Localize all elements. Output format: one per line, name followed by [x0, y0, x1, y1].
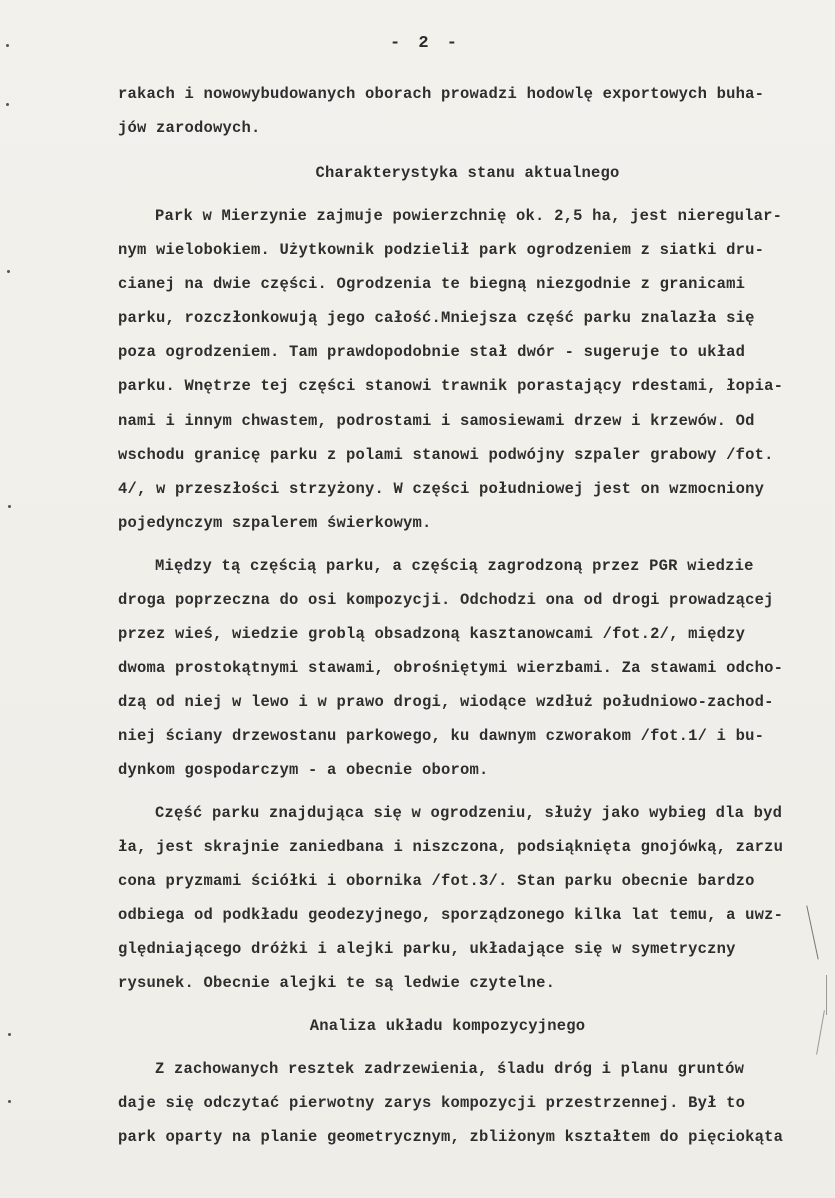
- margin-dot: [7, 270, 10, 273]
- margin-dot: [6, 103, 9, 106]
- body-line: rysunek. Obecnie alejki te są ledwie czytelne.: [118, 974, 556, 992]
- body-line: dzą od niej w lewo i w prawo drogi, wiodące wzdłuż południowo-zachod-: [118, 693, 774, 711]
- body-line: przez wieś, wiedzie groblą obsadzoną kasztanowcami /fot.2/, między: [118, 625, 746, 643]
- body-line: cona pryzmami ściółki i obornika /fot.3/. Stan parku obecnie bardzo: [118, 872, 755, 890]
- margin-dot: [8, 1033, 11, 1036]
- body-line: wschodu granicę parku z polami stanowi podwójny szpaler grabowy /fot.: [118, 446, 774, 464]
- margin-dot: [8, 505, 11, 508]
- margin-dot: [6, 44, 9, 47]
- body-line: dwoma prostokątnymi stawami, obrośniętymi wierzbami. Za stawami odcho-: [118, 659, 784, 677]
- body-line: ła, jest skrajnie zaniedbana i niszczona, podsiąknięta gnojówką, zarzu: [118, 838, 784, 856]
- body-line: dynkom gospodarczym - a obecnie oborom.: [118, 761, 489, 779]
- body-line: Między tą częścią parku, a częścią zagrodzoną przez PGR wiedzie: [155, 557, 754, 575]
- body-line: parku. Wnętrze tej części stanowi trawnik porastający rdestami, łopia-: [118, 377, 784, 395]
- body-line: daje się odczytać pierwotny zarys kompozycji przestrzennej. Był to: [118, 1094, 746, 1112]
- body-line: Z zachowanych resztek zadrzewienia, śladu dróg i planu gruntów: [155, 1060, 745, 1078]
- body-line: parku, rozczłonkowują jego całość.Mniejsza część parku znalazła się: [118, 309, 755, 327]
- body-line: niej ściany drzewostanu parkowego, ku dawnym czworakom /fot.1/ i bu-: [118, 727, 765, 745]
- body-line: odbiega od podkładu geodezyjnego, sporządzonego kilka lat temu, a uwz-: [118, 906, 784, 924]
- body-line: droga poprzeczna do osi kompozycji. Odchodzi ona od drogi prowadzącej: [118, 591, 774, 609]
- margin-pencil-mark: [826, 975, 827, 1015]
- body-line: cianej na dwie części. Ogrodzenia te biegną niezgodnie z granicami: [118, 275, 746, 293]
- body-line: nym wielobokiem. Użytkownik podzielił park ogrodzeniem z siatki dru-: [118, 241, 765, 259]
- body-line: ględniającego dróżki i alejki parku, układające się w symetryczny: [118, 940, 736, 958]
- page-number: - 2 -: [389, 34, 461, 53]
- body-line: Część parku znajdująca się w ogrodzeniu, służy jako wybieg dla byd: [155, 804, 783, 822]
- section-heading: Analiza układu kompozycyjnego: [309, 1017, 586, 1035]
- body-line: park oparty na planie geometrycznym, zbliżonym kształtem do pięciokąta: [118, 1128, 784, 1146]
- body-line: jów zarodowych.: [118, 119, 261, 137]
- body-line: rakach i nowowybudowanych oborach prowadzi hodowlę exportowych buha-: [118, 85, 765, 103]
- body-line: Park w Mierzynie zajmuje powierzchnię ok. 2,5 ha, jest nieregular-: [155, 207, 783, 225]
- body-line: 4/, w przeszłości strzyżony. W części południowej jest on wzmocniony: [118, 480, 765, 498]
- body-line: nami i innym chwastem, podrostami i samosiewami drzew i krzewów. Od: [118, 412, 755, 430]
- body-line: pojedynczym szpalerem świerkowym.: [118, 514, 432, 532]
- margin-pencil-mark: [806, 905, 818, 959]
- section-heading: Charakterystyka stanu aktualnego: [315, 164, 620, 182]
- body-line: poza ogrodzeniem. Tam prawdopodobnie stał dwór - sugeruje to układ: [118, 343, 746, 361]
- margin-dot: [8, 1100, 11, 1103]
